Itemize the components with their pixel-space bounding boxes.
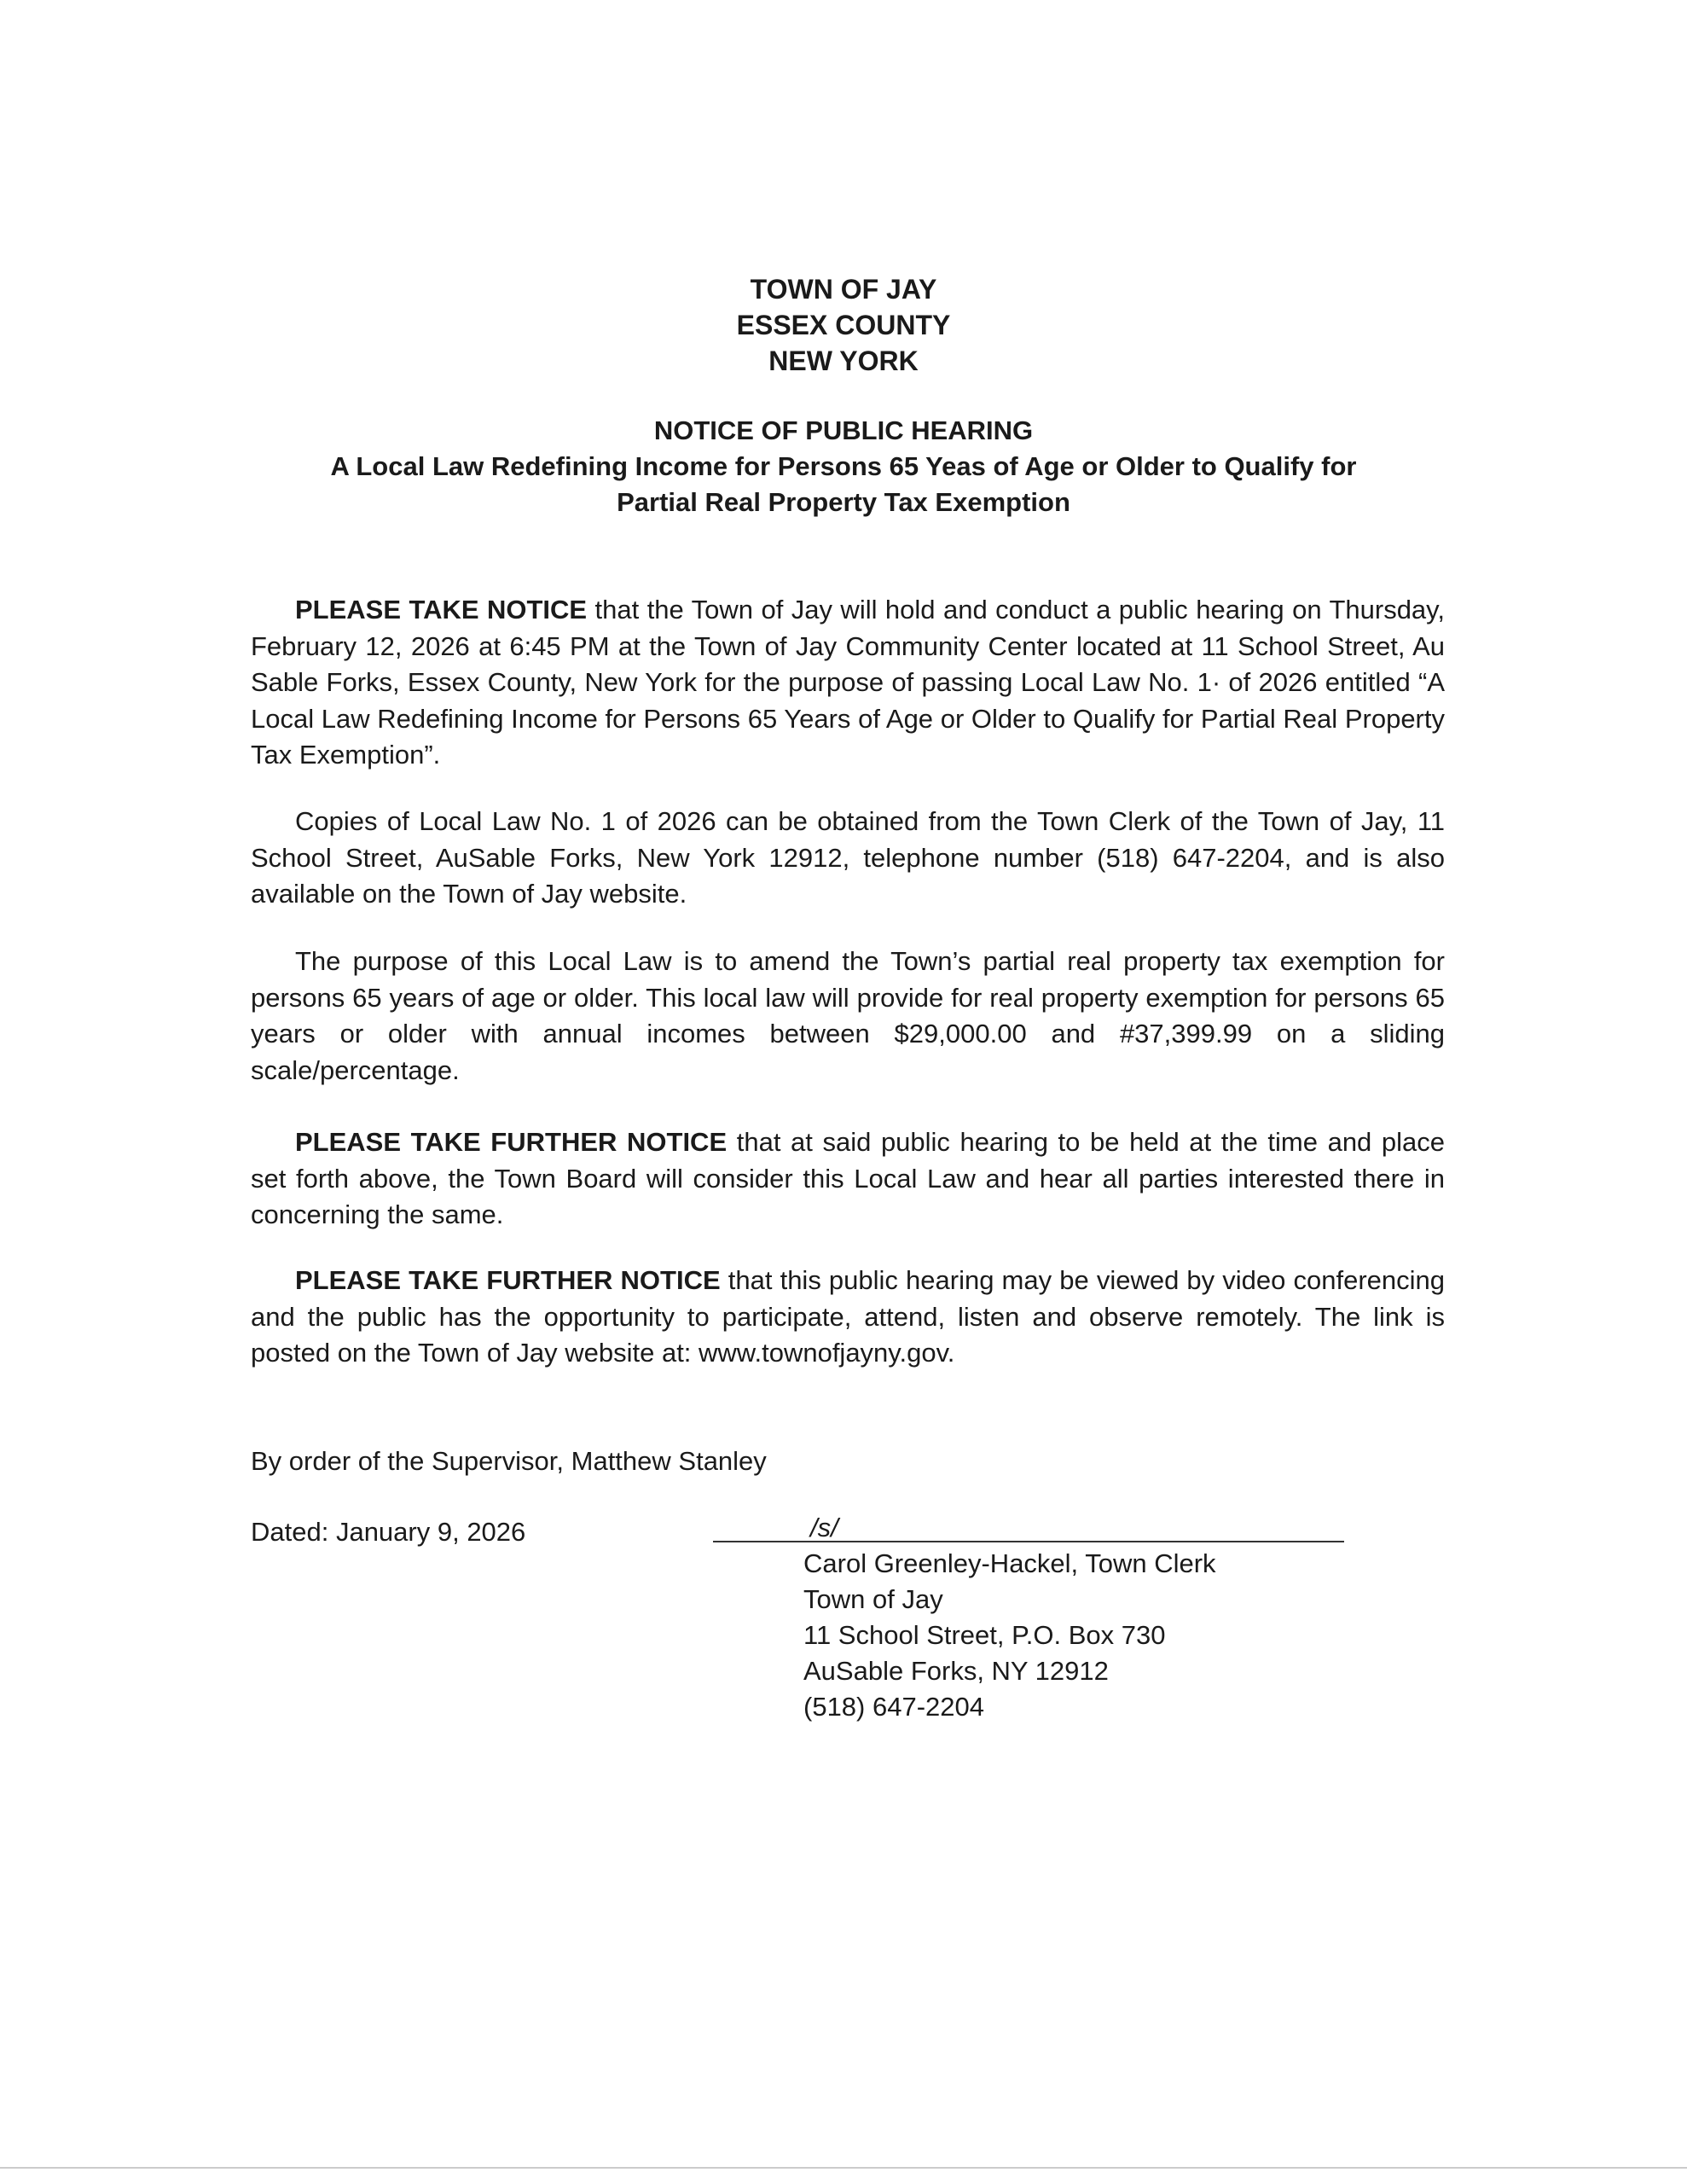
- notice-subtitle-1: A Local Law Redefining Income for Persons 65 Yeas of Age or Older to Qualify for: [330, 451, 1357, 481]
- paragraph-lead: PLEASE TAKE FURTHER NOTICE: [295, 1127, 728, 1157]
- signature-line: [713, 1541, 1344, 1542]
- scan-edge-line: [0, 2167, 1687, 2169]
- signer-name: Carol Greenley-Hackel, Town Clerk: [803, 1548, 1216, 1578]
- paragraph-text: that this public hearing may be viewed by video conferencing and the public has the opportunity to participate, attend, listen and observe remotely. The link is posted on the Town of Jay website at: www.townofjayny.gov.: [251, 1265, 1445, 1368]
- paragraph-text: Copies of Local Law No. 1 of 2026 can be obtained from the Town Clerk of the Town of Jay, 11 School Street, AuSable Forks, New York 12912, telephone number (518) 647-2204, and is also available on the Town of Jay website.: [251, 806, 1445, 909]
- notice-subtitle-2: Partial Real Property Tax Exemption: [617, 487, 1070, 517]
- notice-title: NOTICE OF PUBLIC HEARING: [653, 415, 1034, 445]
- paragraph-notice: [251, 592, 1445, 774]
- signer-phone: (518) 647-2204: [803, 1692, 984, 1722]
- order-line: By order of the Supervisor, Matthew Stanley: [251, 1446, 767, 1476]
- signer-address-2: AuSable Forks, NY 12912: [803, 1656, 1109, 1686]
- paragraph-further-notice-1: [251, 1124, 1445, 1234]
- dated-line: Dated: January 9, 2026: [251, 1517, 526, 1547]
- signer-address-1: 11 School Street, P.O. Box 730: [803, 1620, 1166, 1650]
- paragraph-text: that the Town of Jay will hold and conduct a public hearing on Thursday, February 12, 2026 at 6:45 PM at the Town of Jay Community Center located at 11 School Street, Au Sable Forks, Essex County, New York for the purpose of passing Local Law No. 1· of 2026 entitled “A Local Law Redefining Income for Persons 65 Years of Age or Older to Qualify for Partial Real Property Tax Exemption”.: [251, 595, 1445, 770]
- paragraph-copies: [251, 804, 1445, 913]
- paragraph-further-notice-2: [251, 1263, 1445, 1372]
- paragraph-lead: PLEASE TAKE NOTICE: [295, 595, 588, 624]
- paragraph-text: The purpose of this Local Law is to amend the Town’s partial real property tax exemption for persons 65 years of age or older. This local law will provide for real property exemption for persons 65 years or older with annual incomes between $29,000.00 and #37,399.99 on a sliding scale/percentage.: [251, 946, 1445, 1085]
- paragraph-lead: PLEASE TAKE FURTHER NOTICE: [295, 1265, 721, 1295]
- header-town: TOWN OF JAY: [750, 274, 937, 305]
- signer-org: Town of Jay: [803, 1584, 943, 1614]
- paragraph-text: that at said public hearing to be held at the time and place set forth above, the Town Board will consider this Local Law and hear all parties interested there in concerning the same.: [251, 1127, 1446, 1229]
- signature-mark: /s/: [810, 1513, 838, 1542]
- header-state: NEW YORK: [768, 346, 919, 376]
- paragraph-purpose: [251, 944, 1445, 1089]
- header-county: ESSEX COUNTY: [736, 310, 951, 340]
